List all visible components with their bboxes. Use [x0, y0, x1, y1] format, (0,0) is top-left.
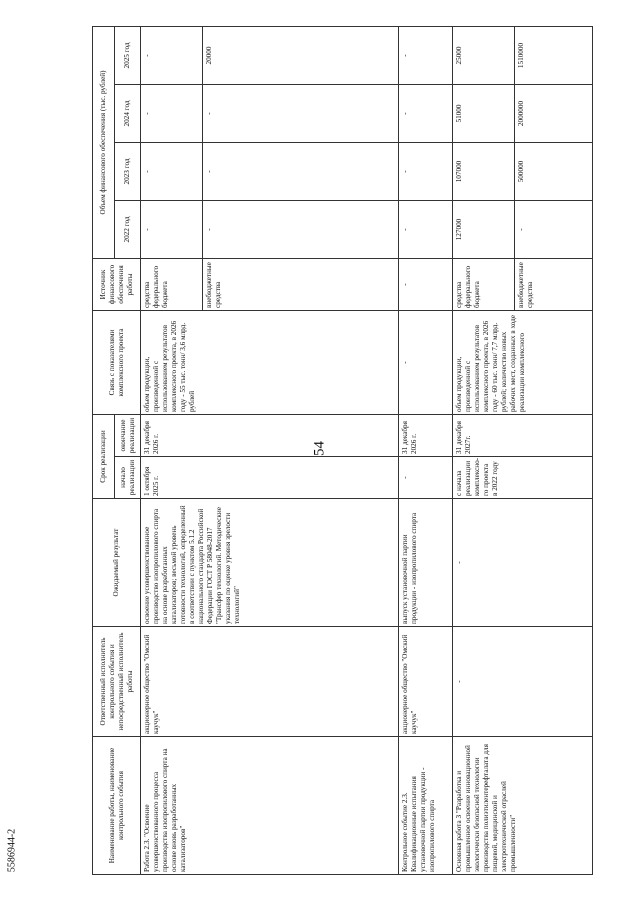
cell-funding: 25000: [453, 26, 515, 84]
cell-start: 1 октября 2025 г.: [141, 457, 399, 499]
cell-source: внебюджетные средства: [515, 259, 593, 311]
cell-end: 31 декабря 2026 г.: [141, 415, 399, 457]
cell-end: 31 декабря 2026 г.: [399, 415, 453, 457]
project-work-table: [92, 26, 593, 875]
cell-funding: 500000: [515, 143, 593, 201]
table-row: [141, 26, 203, 874]
header-name: Наименование работы, наименование контрольного события: [93, 737, 141, 875]
cell-funding: -: [399, 26, 453, 84]
cell-funding: -: [399, 85, 453, 143]
cell-funding: -: [515, 201, 593, 259]
cell-funding: 51000: [453, 85, 515, 143]
header-year-2024: 2024 год: [115, 85, 141, 143]
cell-funding: -: [399, 143, 453, 201]
cell-source: средства федерального бюджета: [453, 259, 515, 311]
header-year-2022: 2022 год: [115, 201, 141, 259]
header-period: Срок реализации: [93, 415, 115, 499]
cell-name: Основная работа 3 "Разработка и промышленное освоение инновационной экологически безопасной технологии производства полиэтилентерефталата для пищевой, медицинской и электротехнической отраслей промышленности": [453, 737, 593, 875]
table-row: [453, 26, 515, 874]
cell-source: -: [399, 259, 453, 311]
cell-link: объем продукции, произведенной с использованием результатов комплексного проекта, в 2026 году - 60 тыс. тонн/ 7,7 млрд. рублей; количество новых рабочих мест, созданных в ходе реализации комплексного: [453, 311, 593, 415]
cell-funding: 107000: [453, 143, 515, 201]
header-start: начало реализации: [115, 457, 141, 499]
cell-name: Работа 2.3. "Освоение усовершенствованного процесса производства изопропилового спирта на основе вновь разработанных катализаторов": [141, 737, 399, 875]
cell-responsible: акционерное общество "Омский каучук": [399, 627, 453, 737]
cell-result: -: [453, 499, 593, 627]
cell-funding: 20000: [203, 26, 399, 84]
cell-funding: -: [203, 85, 399, 143]
cell-start: с начала реализации комплексно-го проекта в 2022 году: [453, 457, 593, 499]
cell-responsible: -: [453, 627, 593, 737]
footer-document-code: 5586944-2: [6, 828, 18, 873]
cell-funding: -: [203, 201, 399, 259]
cell-start: -: [399, 457, 453, 499]
cell-link: объем продукции, произведенной с использованием результатов комплексного проекта, в 2026 году - 55 тыс. тонн/ 3,6 млрд. рублей: [141, 311, 399, 415]
rotated-table-wrapper: [92, 27, 592, 875]
cell-funding: 1510000: [515, 26, 593, 84]
header-link: Связь с показателями комплексного проекта: [93, 311, 141, 415]
page-number: 54: [311, 441, 328, 456]
header-year-2025: 2025 год: [115, 26, 141, 84]
header-result: Ожидаемый результат: [93, 499, 141, 627]
cell-end: 31 декабря 2027г.: [453, 415, 593, 457]
cell-funding: -: [141, 26, 203, 84]
header-source: Источник финансового обеспечения работы: [93, 259, 141, 311]
cell-result: выпуск установочной партии продукции - изопропилового спирта: [399, 499, 453, 627]
header-funding: Объем финансового обеспечения (тыс. рублей): [93, 26, 115, 258]
header-year-2023: 2023 год: [115, 143, 141, 201]
cell-responsible: акционерное общество "Омский каучук": [141, 627, 399, 737]
cell-funding: 127000: [453, 201, 515, 259]
cell-name: Контрольное событие 2.3. Квалификационные испытания установочной партии продукции - изопропилового спирта: [399, 737, 453, 875]
cell-funding: -: [399, 201, 453, 259]
table-row: [399, 26, 453, 874]
cell-link: -: [399, 311, 453, 415]
header-responsible: Ответственный исполнитель контрольного события и непосредственный исполнитель работы: [93, 627, 141, 737]
cell-funding: -: [141, 143, 203, 201]
cell-funding: -: [141, 201, 203, 259]
cell-funding: -: [203, 143, 399, 201]
cell-source: внебюджетные средства: [203, 259, 399, 311]
cell-source: средства федерального бюджета: [141, 259, 203, 311]
header-end: окончание реализации: [115, 415, 141, 457]
cell-funding: -: [141, 85, 203, 143]
cell-result: освоение усовершенствованное производство изопропилового спирта на основе разработанных катализаторов; весьмой уровень готовности технологий, определенный в соответствии с пунктом 5.1.2 национального стандарта Российской Федерации ГОСТ Р 58048-2017 "Трансфер технологий. Методические указания по оценке уровня зрелости технологий": [141, 499, 399, 627]
cell-funding: 2000000: [515, 85, 593, 143]
